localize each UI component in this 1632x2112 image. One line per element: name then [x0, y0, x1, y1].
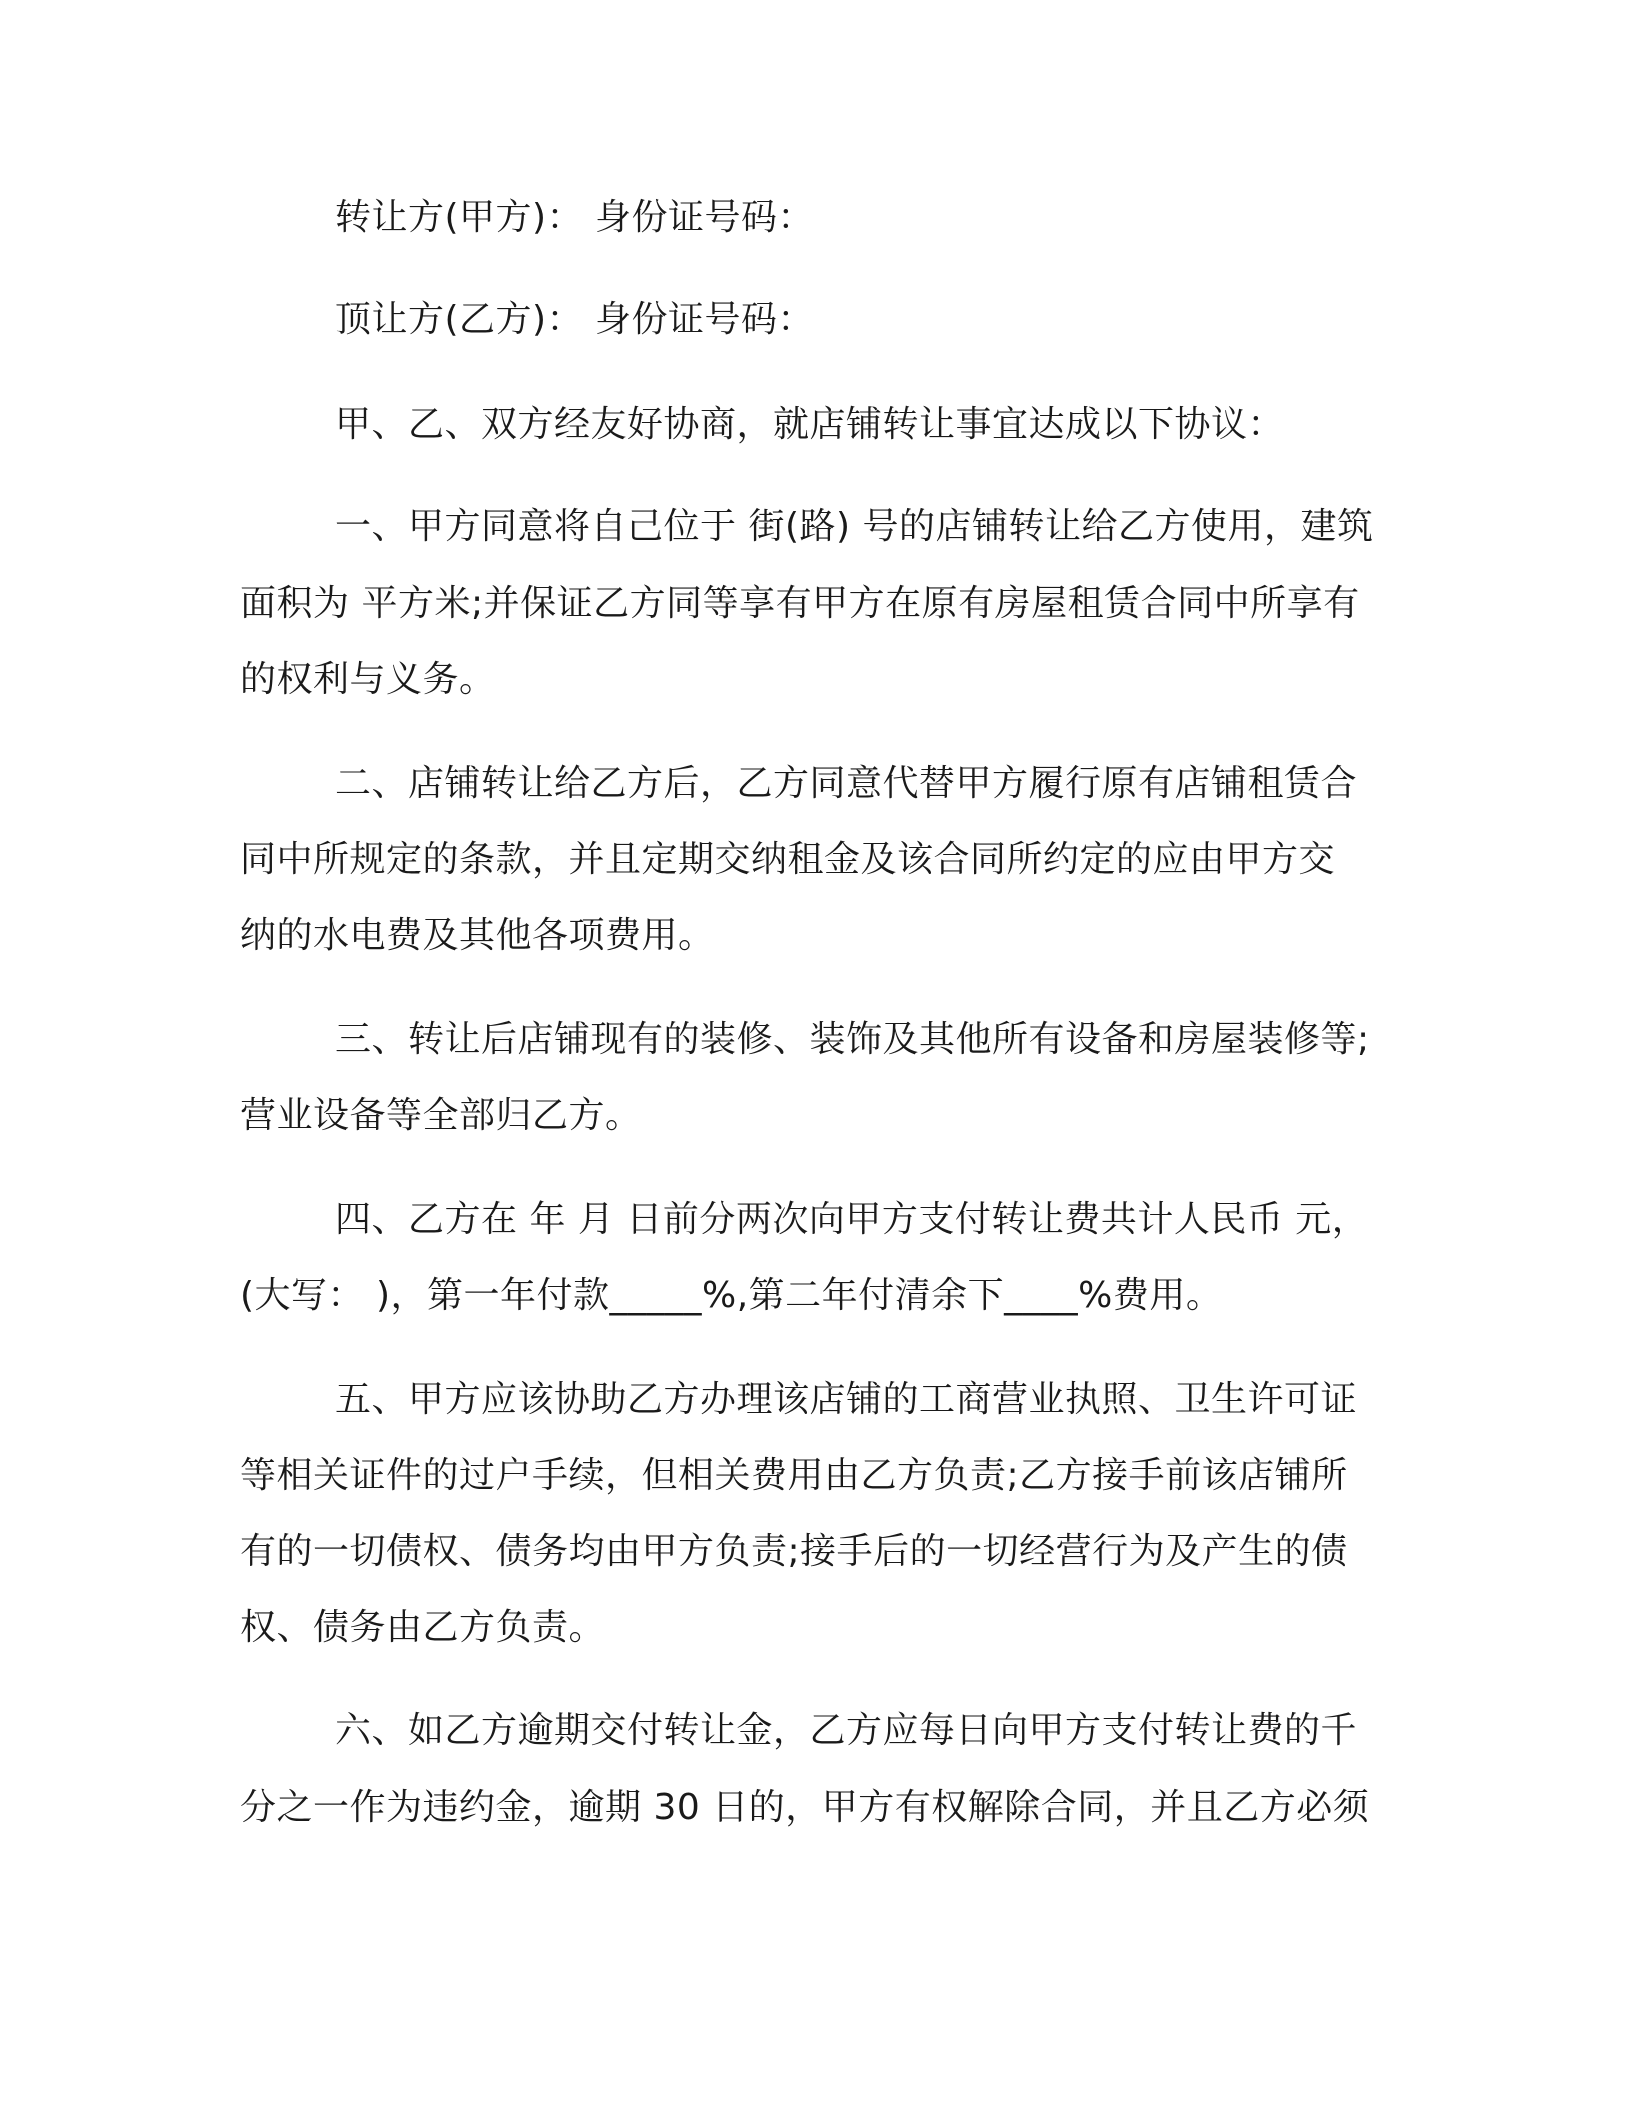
clause1-line: 的权利与义务。: [240, 659, 496, 700]
clause5-line: 有的一切债权、债务均由甲方负责;接手后的一切经营行为及产生的债: [240, 1531, 1348, 1572]
clause2-line: 二、店铺转让给乙方后，乙方同意代替甲方履行原有店铺租赁合: [335, 763, 1358, 804]
clause3-line: 三、转让后店铺现有的装修、装饰及其他所有设备和房屋装修等;: [335, 1019, 1370, 1060]
clause5-line: 权、债务由乙方负责。: [240, 1607, 606, 1648]
clause1-line: 一、甲方同意将自己位于 街(路) 号的店铺转让给乙方使用，建筑: [335, 506, 1374, 547]
clause6-line: 分之一作为违约金，逾期 30 日的，甲方有权解除合同，并且乙方必须: [240, 1787, 1370, 1828]
clause5-line: 五、甲方应该协助乙方办理该店铺的工商营业执照、卫生许可证: [335, 1379, 1358, 1420]
party-a-line: 转让方(甲方)： 身份证号码：: [335, 197, 815, 238]
clause4-line: 四、乙方在 年 月 日前分两次向甲方支付转让费共计人民币 元，: [335, 1199, 1369, 1240]
intro-line: 甲、乙、双方经友好协商，就店铺转让事宜达成以下协议：: [335, 404, 1285, 445]
clause1-line: 面积为 平方米;并保证乙方同等享有甲方在原有房屋租赁合同中所享有: [240, 583, 1360, 624]
clause4-line: (大写： )，第一年付款_____%,第二年付清余下____%费用。: [240, 1275, 1223, 1316]
clause3-line: 营业设备等全部归乙方。: [240, 1095, 642, 1136]
party-b-line: 顶让方(乙方)： 身份证号码：: [335, 299, 815, 340]
clause6-line: 六、如乙方逾期交付转让金，乙方应每日向甲方支付转让费的千: [335, 1710, 1358, 1751]
clause5-line: 等相关证件的过户手续，但相关费用由乙方负责;乙方接手前该店铺所: [240, 1455, 1348, 1496]
clause2-line: 同中所规定的条款，并且定期交纳租金及该合同所约定的应由甲方交: [240, 839, 1336, 880]
clause2-line: 纳的水电费及其他各项费用。: [240, 915, 715, 956]
